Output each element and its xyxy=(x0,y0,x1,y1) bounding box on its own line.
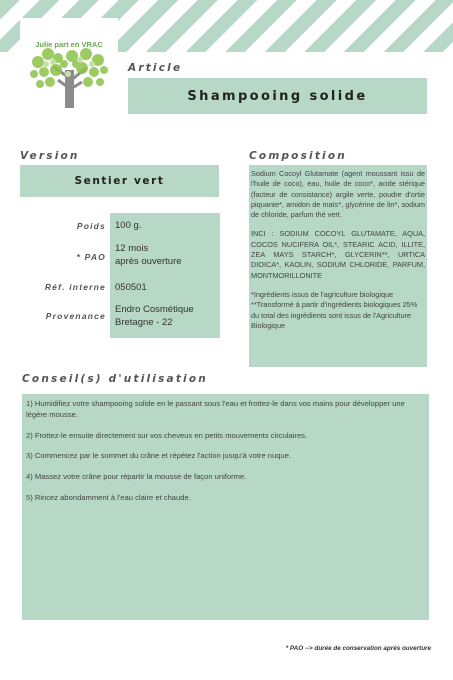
info-label-poids: Poids xyxy=(76,221,106,231)
info-value-provenance xyxy=(115,303,219,329)
section-title-composition: Composition xyxy=(249,150,347,162)
version-box xyxy=(20,165,219,197)
brand-logo xyxy=(20,18,118,116)
section-title-version: Version xyxy=(20,150,80,162)
info-value-pao-line2: après ouverture xyxy=(115,256,182,267)
article-box xyxy=(128,78,427,114)
section-title-conseils: Conseil(s) d'utilisation xyxy=(22,373,208,385)
composition-inci: INCI : SODIUM COCOYL GLUTAMATE, AQUA, COCOS NUCIFERA OIL*, STEARIC ACID, ILLITE, ZEA MAYS STARCH*, GLYCERIN**, URTICA DIOICA*, KAOLIN, SODIUM CHLORIDE, PARFUM, MONTMORILLONITE xyxy=(251,229,425,280)
logo-text: Julie part en VRAC xyxy=(35,40,103,49)
conseil-step-3: 3) Commencez par le sommet du crâne et répétez l'action jusqu'à votre nuque. xyxy=(26,451,292,461)
info-label-provenance: Provenance xyxy=(45,311,106,321)
info-label-pao: * PAO xyxy=(76,252,106,262)
section-title-article: Article xyxy=(128,62,183,74)
conseil-step-1: 1) Humidifiez votre shampooing solide en le passant sous l'eau et frottez-le dans vos mains pour développer une légère mousse. xyxy=(26,399,405,419)
composition-note-transformed: **Transformé à partir d'ingrédients biologiques 25% du total des ingrédients sont issus de l'Agriculture Biologique xyxy=(251,300,418,330)
info-value-provenance-line1: Endro Cosmétique xyxy=(115,304,194,315)
conseil-step-5: 5) Rincez abondamment à l'eau claire et chaude. xyxy=(26,492,191,502)
composition-note-bio: *Ingrédients issus de l'agriculture biologique xyxy=(251,289,394,299)
composition-box xyxy=(249,165,427,367)
info-value-pao-line1: 12 mois xyxy=(115,243,149,254)
article-name: Shampooing solide xyxy=(187,88,368,104)
composition-ingredients: Sodium Cocoyl Glutamate (agent moussant issu de l'huile de coco), eau, huile de coco*, acide stérique (facteur de consistance) argile verte, poudre d'ortie piquante*, amidon de maïs*, glycérine de lin*, sodium de chloride, parfum thé vert. xyxy=(251,169,425,220)
conseil-step-4: 4) Massez votre crâne pour répartir la mousse de façon uniforme. xyxy=(26,472,247,482)
info-value-poids: 100 g. xyxy=(115,220,142,231)
info-value-provenance-line2: Bretagne - 22 xyxy=(115,317,173,328)
info-label-ref: Réf. interne xyxy=(44,282,106,292)
info-value-ref: 050501 xyxy=(115,282,147,293)
info-value-pao xyxy=(115,242,219,268)
version-name: Sentier vert xyxy=(74,175,165,187)
tree-icon xyxy=(20,18,118,116)
conseils-box xyxy=(22,394,429,620)
conseil-step-2: 2) Frottez-le ensuite directement sur vos cheveux en petits mouvements circulaires. xyxy=(26,430,308,440)
footnote-pao: * PAO --> durée de conservation après ouverture xyxy=(285,645,431,652)
